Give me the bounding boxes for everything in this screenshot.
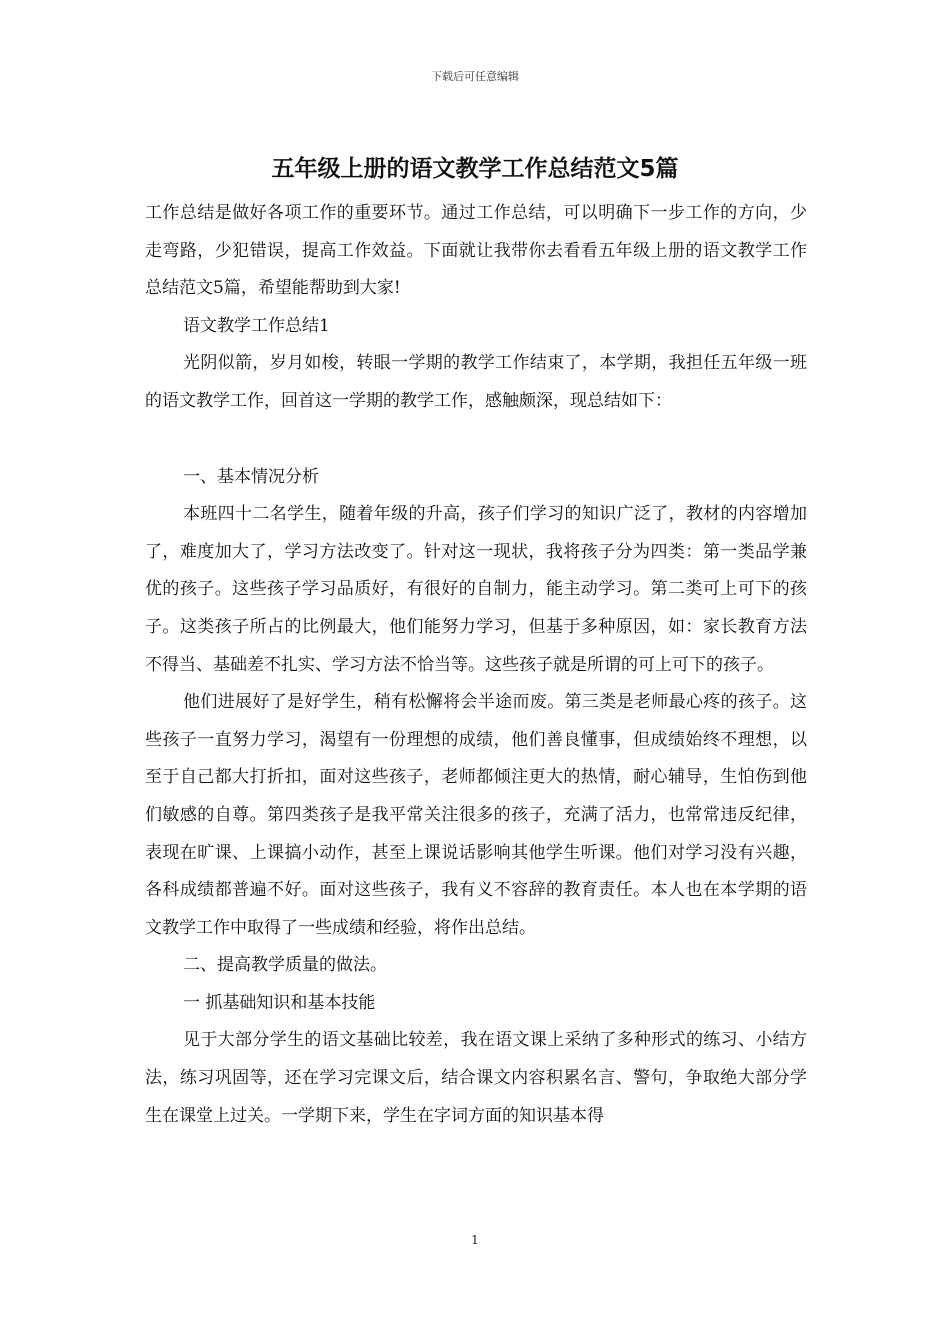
- page-number: 1: [471, 1233, 479, 1247]
- document-title: 五年级上册的语文教学工作总结范文5篇: [271, 156, 679, 182]
- paragraph: 本班四十二名学生，随着年级的升高，孩子们学习的知识广泛了，教材的内容增加了，难度加大了，学习方法改变了。针对这一现状，我将孩子分为四类：第一类品学兼优的孩子。这些孩子学习品质好，有很好的自制力，能主动学习。第二类可上可下的孩子。这类孩子所占的比例最大，他们能努力学习，但基于多种原因，如：家长教育方法不得当、基础差不扎实、学习方法不恰当等。这些孩子就是所谓的可上可下的孩子。: [145, 504, 807, 675]
- header-note: 下载后可任意编辑: [431, 70, 519, 83]
- section-heading: 二、提高教学质量的做法。: [183, 955, 387, 976]
- subsection-heading: 一 抓基础知识和基本技能: [183, 992, 376, 1013]
- paragraph: 他们进展好了是好学生，稍有松懈将会半途而废。第三类是老师最心疼的孩子。这些孩子一直努力学习，渴望有一份理想的成绩，他们善良懂事，但成绩始终不理想，以至于自己都大打折扣，面对这些孩子，老师都倾注更大的热情，耐心辅导，生怕伤到他们敏感的自尊。第四类孩子是我平常关注很多的孩子，充满了活力，也常常违反纪律，表现在旷课、上课搞小动作，甚至上课说话影响其他学生听课。他们对学习没有兴趣，各科成绩都普遍不好。面对这些孩子，我有义不容辞的教育责任。本人也在本学期的语文教学工作中取得了一些成绩和经验，将作出总结。: [145, 692, 807, 938]
- document-body: [145, 195, 807, 1135]
- section-heading: 语文教学工作总结1: [183, 315, 330, 336]
- paragraph: 光阴似箭，岁月如梭，转眼一学期的教学工作结束了，本学期，我担任五年级一班的语文教学工作，回首这一学期的教学工作，感触颇深，现总结如下：: [145, 353, 807, 411]
- section-heading: 一、基本情况分析: [183, 466, 319, 487]
- paragraph-gap: [145, 421, 807, 459]
- paragraph: 见于大部分学生的语文基础比较差，我在语文课上采纳了多种形式的练习、小结方法，练习巩固等，还在学习完课文后，结合课文内容积累名言、警句，争取绝大部分学生在课堂上过关。一学期下来，学生在字词方面的知识基本得: [145, 1030, 807, 1126]
- intro-paragraph: 工作总结是做好各项工作的重要环节。通过工作总结，可以明确下一步工作的方向，少走弯路，少犯错误，提高工作效益。下面就让我带你去看看五年级上册的语文教学工作总结范文5篇，希望能帮助到大家!: [145, 203, 807, 299]
